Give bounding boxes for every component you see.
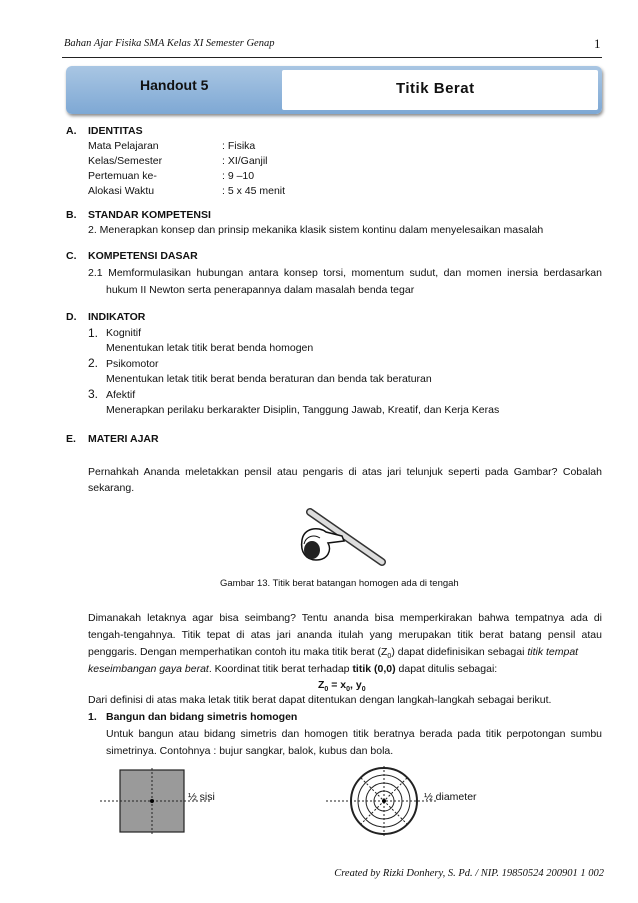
- topic-title: Titik Berat: [396, 80, 475, 97]
- kompetensi-line: hukum II Newton serta penerapannya dalam masalah benda tegar: [106, 284, 415, 296]
- centroid-formula: [318, 679, 366, 693]
- materi-paragraph-line: [88, 663, 497, 675]
- identitas-label: Pertemuan ke-: [88, 170, 157, 182]
- identitas-value: : Fisika: [222, 140, 256, 152]
- subscript: 0: [361, 686, 366, 694]
- section-a-title: IDENTITAS: [88, 125, 143, 137]
- subsection-text: simetrinya. Contohnya : bujur sangkar, balok, kubus dan bola.: [106, 745, 394, 757]
- page-number: 1: [594, 36, 601, 51]
- identitas-value: : 5 x 45 menit: [222, 185, 286, 197]
- section-b-marker: B.: [66, 209, 77, 221]
- indikator-number: 1.: [88, 326, 99, 340]
- pencil-on-finger-figure: [292, 500, 402, 572]
- section-d-title: INDIKATOR: [88, 311, 146, 323]
- identitas-label: Alokasi Waktu: [88, 185, 155, 197]
- materi-paragraph-line: Dimanakah letaknya agar bisa seimbang? Tentu ananda bisa memperkirakan bahwa tempatnya ada di: [88, 612, 602, 624]
- text-run: = x: [328, 679, 347, 691]
- subscript: 0: [324, 686, 329, 694]
- footer-credit: Created by Rizki Donhery, S. Pd. / NIP. 19850524 200901 1 002: [334, 868, 604, 879]
- identitas-value: : XI/Ganjil: [222, 155, 268, 167]
- italic-term: keseimbangan gaya berat: [88, 663, 209, 675]
- standar-text: 2. Menerapkan konsep dan prinsip mekanika klasik sistem kontinu dalam menyelesaikan masalah: [88, 224, 544, 236]
- italic-term: titik tempat: [527, 646, 579, 658]
- materi-intro: Pernahkah Ananda meletakkan pensil atau pengaris di atas jari telunjuk seperti pada Gambar? Cobalah: [88, 466, 602, 478]
- materi-intro: sekarang.: [88, 482, 135, 494]
- section-d-marker: D.: [66, 311, 77, 323]
- header-rule: [62, 57, 602, 58]
- label-half-diameter: ½ diameter: [424, 791, 477, 803]
- bold-term: titik (0,0): [352, 663, 396, 675]
- identitas-label: Kelas/Semester: [88, 155, 163, 167]
- subsection-number: 1.: [88, 711, 97, 723]
- section-e-title: MATERI AJAR: [88, 433, 159, 445]
- subscript: 0: [387, 653, 392, 661]
- text-run: Z: [318, 679, 325, 691]
- identitas-label: Mata Pelajaran: [88, 140, 159, 152]
- indikator-number: 3.: [88, 387, 99, 401]
- text-run: . Koordinat titik berat terhadap: [208, 663, 353, 675]
- figure-caption: Gambar 13. Titik berat batangan homogen ada di tengah: [220, 578, 459, 589]
- indikator-head: Afektif: [106, 389, 136, 401]
- kompetensi-line: 2.1 Memformulasikan hubungan antara konsep torsi, momentum sudut, dan momen inersia berdasarkan: [88, 267, 602, 279]
- section-e-marker: E.: [66, 433, 76, 445]
- indikator-number: 2.: [88, 356, 99, 370]
- label-half-side: ½ sisi: [188, 791, 215, 803]
- indikator-desc: Menentukan letak titik berat benda beraturan dan benda tak beraturan: [106, 373, 432, 385]
- section-c-marker: C.: [66, 250, 77, 262]
- subscript: 0: [346, 686, 351, 694]
- subsection-title: Bangun dan bidang simetris homogen: [106, 711, 298, 723]
- text-run: , y: [350, 679, 362, 691]
- materi-paragraph-line: tengah-tengahnya. Titik tepat di atas jari ananda itulah yang merupakan titik berat batang pensil atau: [88, 629, 602, 641]
- materi-paragraph-line: [88, 646, 602, 660]
- indikator-desc: Menentukan letak titik berat benda homogen: [106, 342, 314, 354]
- indikator-head: Psikomotor: [106, 358, 159, 370]
- text-run: penggaris. Dengan memperhatikan contoh itu maka titik berat (Z: [88, 646, 388, 658]
- text-run: ) dapat didefinisikan sebagai: [391, 646, 528, 658]
- text-run: dapat ditulis sebagai:: [395, 663, 498, 675]
- circle-symmetry-figure: [326, 764, 436, 836]
- indikator-desc: Menerapkan perilaku berkarakter Disiplin, Tanggung Jawab, Kreatif, dan Kerja Keras: [106, 404, 500, 416]
- subsection-text: Untuk bangun atau bidang simetris dan homogen titik beratnya berada pada titik perpotongan sumbu: [106, 728, 602, 740]
- indikator-head: Kognitif: [106, 327, 142, 339]
- handout-label: Handout 5: [140, 77, 209, 93]
- running-header-title: Bahan Ajar Fisika SMA Kelas XI Semester Genap: [64, 38, 275, 49]
- section-a-marker: A.: [66, 125, 77, 137]
- section-b-title: STANDAR KOMPETENSI: [88, 209, 211, 221]
- section-c-title: KOMPETENSI DASAR: [88, 250, 198, 262]
- identitas-value: : 9 –10: [222, 170, 255, 182]
- materi-paragraph-line: Dari definisi di atas maka letak titik berat dapat ditentukan dengan langkah-langkah sebagai berikut.: [88, 694, 552, 706]
